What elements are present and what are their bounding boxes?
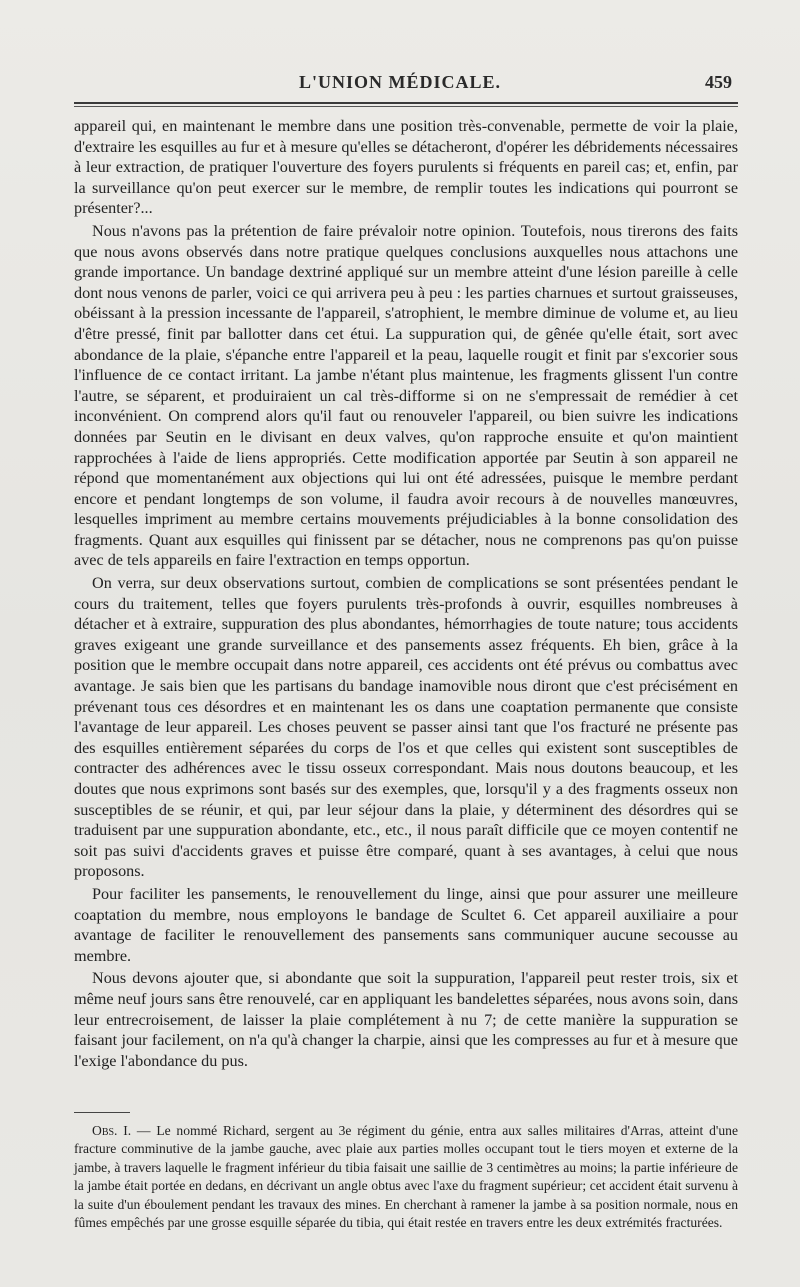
header-rule [74, 102, 738, 104]
page-header [0, 72, 800, 98]
footnote [74, 1122, 738, 1232]
running-title: L'UNION MÉDICALE. [298, 72, 502, 92]
paragraph: Pour faciliter les pansements, le renouvellement du linge, ainsi que pour assurer une meilleure coaptation du membre, nous employons le bandage de Scultet 6. Cet appareil auxiliaire a pour avantage de faciliter le renouvellement des pansements sans communiquer aucune secousse au membre. [74, 884, 738, 965]
page-number: 459 [705, 72, 732, 92]
paragraph: On verra, sur deux observations surtout, combien de complications se sont présentées pendant le cours du traitement, telles que foyers purulents très-profonds à ouvrir, esquilles nombreuses à détacher et à extraire, suppuration des plus abondantes, hémorrhagies de toute nature; tous accidents graves exigeant une grande surveillance et des pansements assez fréquents. Eh bien, grâce à la position que le membre occupait dans notre appareil, ces accidents ont été prévus ou combattus avec avantage. Je sais bien que les partisans du bandage inamovible nous diront que c'est précisément en prévenant tous ces désordres et en maintenant les os dans une coaptation permanente que consiste l'avantage de leur appareil. Les choses peuvent se passer ainsi tant que l'os fracturé ne présente pas des esquilles entièrement séparées du corps de l'os et que celles qui existent sont susceptibles de contracter des adhérences avec le tissu osseux correspondant. Mais nous doutons beaucoup, et les doutes que nous exprimons sont basés sur des exemples, que, lorsqu'il y a des fragments osseux non susceptibles de se réunir, et qui, par leur séjour dans la plaie, y déterminent des désordres qui se traduisent par une suppuration abondante, etc., etc., il nous paraît difficile que ce moyen contentif ne soit pas suivi d'accidents graves et puisse être comparé, quant à ses avantages, à celui que nous proposons. [74, 574, 738, 881]
paragraph: Nous n'avons pas la prétention de faire prévaloir notre opinion. Toutefois, nous tirerons des faits que nous avons observés dans notre pratique quelques conclusions auxquelles nous attachons une grande importance. Un bandage dextriné appliqué sur un membre atteint d'une lésion pareille à celle dont nous venons de parler, voici ce qui arrivera peu à peu : les parties charnues et surtout graisseuses, obéissant à la pression incessante de l'appareil, s'atrophient, le membre diminue de volume et, au lieu d'être pressé, finit par ballotter dans cet étui. La suppuration qui, de gênée qu'elle était, sort avec abondance de la plaie, s'épanche entre l'appareil et la peau, laquelle rougit et finit par s'excorier sous l'influence de ce contact irritant. La jambe n'étant plus maintenue, les fragments glissent l'un contre l'autre, se séparent, et produiraient un cal très-difforme si on ne s'empressait de remédier à cet inconvénient. On comprend alors qu'il faut ou renouveler l'appareil, ou bien suivre les indications données par Seutin en le divisant en deux valves, qu'on rapproche ensuite et qu'on maintient rapprochées à l'aide de liens appropriés. Cette modification apportée par Seutin à son appareil ne répond que momentanément aux objections qui lui ont été adressées, puisque le membre perdant encore et pendant longtemps de son volume, il faudra avoir recours à de nouvelles manœuvres, lesquelles impriment au membre certains mouvements préjudiciables à la bonne consolidation des fragments. Quant aux esquilles qui finissent par se détacher, nous ne comprenons pas qu'on puisse avec de tels appareils en faire l'extraction en temps opportun. [74, 221, 738, 570]
paragraph: Nous devons ajouter que, si abondante que soit la suppuration, l'appareil peut rester trois, six et même neuf jours sans être renouvelé, car en appliquant les bandelettes séparées, nous avons soin, dans leur entrecroisement, de laisser la plaie complétement à nu 7; de cette manière la suppuration se faisant jour facilement, on n'a qu'à changer la charpie, ainsi que les compresses au fur et à mesure que l'exige l'abondance du pus. [74, 969, 738, 1070]
footnote-rule [74, 1112, 130, 1113]
header-rule-thin [74, 106, 738, 107]
paragraph: appareil qui, en maintenant le membre dans une position très-convenable, permette de voir la plaie, d'extraire les esquilles au fur et à mesure qu'elles se détacheront, d'opérer les débridements nécessaires à leur extraction, de pratiquer l'ouverture des foyers purulents si fréquents en pareil cas; et, enfin, par la surveillance qu'on peut exercer sur le membre, de remplir toutes les indications qui pourront se présenter?... [74, 117, 738, 218]
body-text [74, 116, 738, 1073]
footnote-text: Le nommé Richard, sergent au 3e régiment du génie, entra aux salles militaires d'Arras, atteint d'une fracture comminutive de la jambe gauche, avec plaie aux parties molles occupant tout le tiers moyen et externe de la jambe, à travers laquelle le fragment inférieur du tibia faisait une saillie de 3 centimètres au moins; la partie inférieure de la jambe était portée en dedans, en décrivant un angle obtus avec l'axe du fragment supérieur; cet accident était survenu à la suite d'un éboulement pendant les travaux des mines. En cherchant à ramener la jambe à sa position normale, nous en fûmes empêchés par une grosse esquille séparée du tibia, qui était restée en travers entre les deux extrémités fracturées. [74, 1123, 738, 1231]
footnote-paragraph [74, 1122, 738, 1232]
footnote-label: Obs. I. — [92, 1123, 151, 1138]
